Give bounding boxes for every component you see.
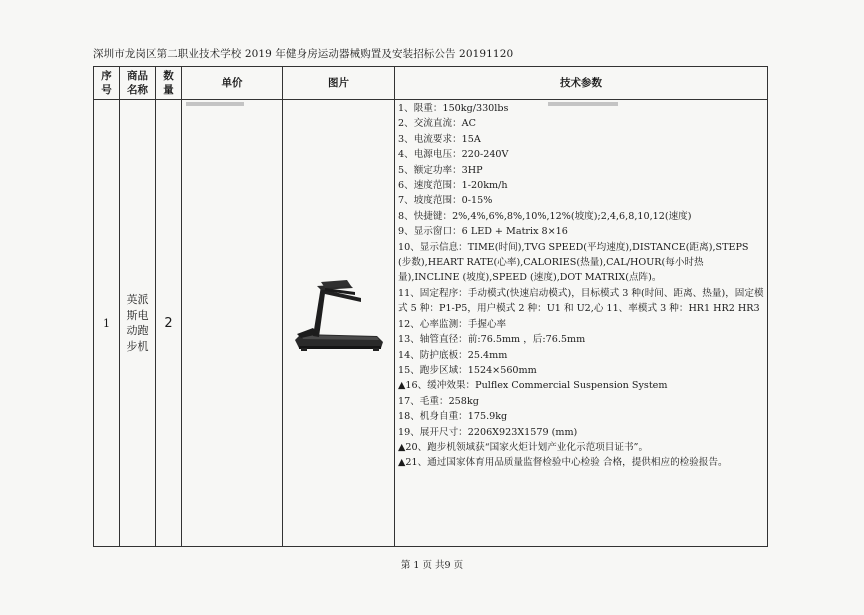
spec-line: 6、速度范围：1-20km/h [398,180,508,192]
spec-line: 2、交流直流：AC [398,118,476,130]
spec-line: 4、电源电压：220-240V [398,149,509,161]
spec-line: ▲16、缓冲效果：Pulflex Commercial Suspension System [398,380,668,392]
spec-line: 10、显示信息：TIME(时间),TVG SPEED(平均速度),DISTANCE(距离),STEPS (步数),HEART RATE(心率),CALORIES(热量),CAL/HOUR(每小时热量),INCLINE (坡度),SPEED (速度),DOT MATRIX(点阵)。 [398,241,749,284]
spec-line: 7、坡度范围：0-15% [398,195,493,207]
table-row [94,100,768,547]
scan-artifact [186,102,244,106]
spec-line: 12、心率监测：手握心率 [398,318,507,330]
spec-line: 1、限重：150kg/330lbs [398,103,509,114]
spec-line: 15、跑步区域：1524×560mm [398,364,537,376]
spec-line: 19、展开尺寸：2206X923X1579 (mm) [398,426,578,438]
column-header-unit-price: 单价 [182,67,283,100]
specification-table [93,66,768,547]
document-title: 深圳市龙岗区第二职业技术学校 2019 年健身房运动器械购置及安装招标公告 20191120 [93,48,514,60]
spec-line: 18、机身自重：175.9kg [398,411,508,423]
table-header-row [94,67,768,100]
spec-line: 17、毛重：258kg [398,395,479,407]
spec-line: 5、额定功率：3HP [398,164,483,176]
row-unit-price [182,100,283,547]
spec-line: 3、电流要求：15A [398,133,481,145]
spec-line: 13、轴管直径：前:76.5mm ，后:76.5mm [398,334,586,346]
scan-artifact [548,102,618,106]
column-header-seq: 序 号 [94,67,120,100]
row-technical-specs [395,100,768,547]
column-header-specs: 技术参数 [395,67,768,100]
treadmill-image [291,278,387,368]
column-header-qty: 数 量 [156,67,182,100]
row-quantity: 2 [156,100,182,547]
spec-line: 8、快捷键：2%,4%,6%,8%,10%,12%(坡度);2,4,6,8,10,12(速度) [398,210,692,222]
page-footer: 第 1 页 共9 页 [400,560,464,571]
spec-line: ▲20、跑步机领域获“国家火炬计划产业化示范项目证书”。 [398,441,649,453]
spec-line: 14、防护底板：25.4mm [398,349,508,361]
row-image [283,100,395,547]
column-header-image: 图片 [283,67,395,100]
spec-line: 11、固定程序：手动模式(快速启动模式)，目标模式 3 种(时间、距离、热量)，固定模式 5 种：P1-P5，用户模式 2 种：U1 和 U2,心 11、率模式 3 种：HR1 HR2 HR3 [398,287,764,315]
row-seq: 1 [94,100,120,547]
row-product-name: 英派 斯电 动跑 步机 [120,100,156,547]
spec-line: ▲21、通过国家体育用品质量监督检验中心检验 合格，提供相应的检验报告。 [398,457,728,469]
column-header-name: 商品 名称 [120,67,156,100]
spec-line: 9、显示窗口：6 LED + Matrix 8×16 [398,226,568,238]
